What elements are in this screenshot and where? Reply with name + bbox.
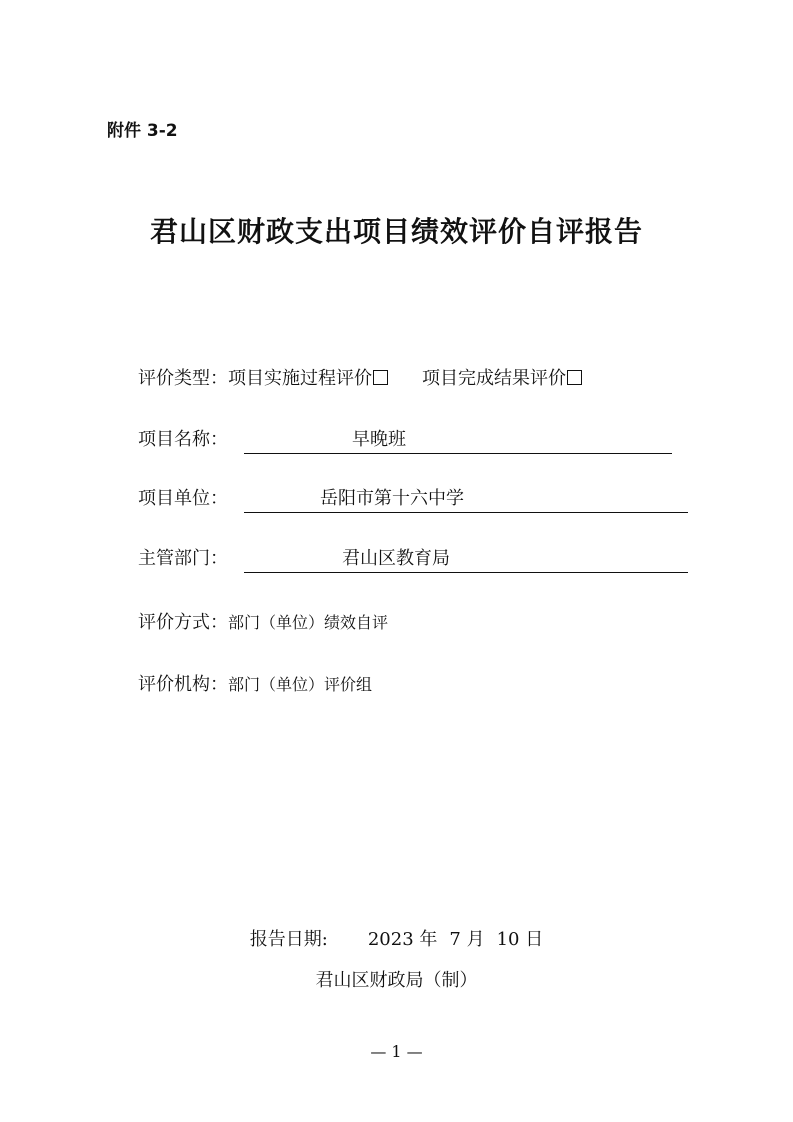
report-date-month: 7: [449, 929, 461, 950]
report-date-day-unit: 日: [525, 929, 544, 950]
supervising-dept-label: 主管部门：: [138, 548, 228, 569]
project-unit-field[interactable]: [244, 485, 688, 513]
supervising-dept-value: 君山区教育局: [342, 548, 450, 569]
project-unit-row: [138, 485, 698, 513]
report-date-month-unit: 月: [466, 929, 485, 950]
report-title: 君山区财政支出项目绩效评价自评报告: [149, 215, 643, 248]
eval-agency-value: 部门（单位）评价组: [228, 675, 373, 694]
supervising-dept-row: [138, 545, 698, 573]
eval-type-label: 评价类型：: [138, 368, 228, 389]
eval-type-option-process[interactable]: [228, 365, 388, 393]
result-checkbox-icon[interactable]: [567, 370, 582, 385]
eval-type-option-process-label: 项目实施过程评价: [228, 368, 372, 389]
supervising-dept-field[interactable]: [244, 545, 688, 573]
process-checkbox-icon[interactable]: [373, 370, 388, 385]
eval-type-row: [138, 365, 582, 393]
report-date-label: 报告日期:: [249, 929, 328, 950]
project-name-label: 项目名称：: [138, 429, 228, 450]
project-name-row: [138, 426, 678, 454]
report-date-year-unit: 年: [419, 929, 438, 950]
attachment-label: 附件 3-2: [107, 121, 178, 141]
eval-agency-row: [138, 671, 372, 699]
eval-method-label: 评价方式：: [138, 612, 228, 633]
project-unit-value: 岳阳市第十六中学: [320, 488, 464, 509]
project-name-value: 早晚班: [352, 429, 406, 450]
issuer: 君山区财政局（制）: [315, 970, 478, 991]
report-date: [0, 925, 793, 951]
report-date-year: 2023: [367, 929, 414, 950]
report-date-day: 10: [496, 929, 520, 950]
eval-method-row: [138, 609, 388, 637]
eval-agency-label: 评价机构：: [138, 674, 228, 695]
eval-type-option-result-label: 项目完成结果评价: [422, 368, 566, 389]
project-name-field[interactable]: [244, 426, 672, 454]
project-unit-label: 项目单位：: [138, 488, 228, 509]
eval-type-option-result[interactable]: [422, 365, 582, 393]
eval-method-value: 部门（单位）绩效自评: [228, 613, 389, 632]
page-number: — 1 —: [370, 1042, 423, 1061]
